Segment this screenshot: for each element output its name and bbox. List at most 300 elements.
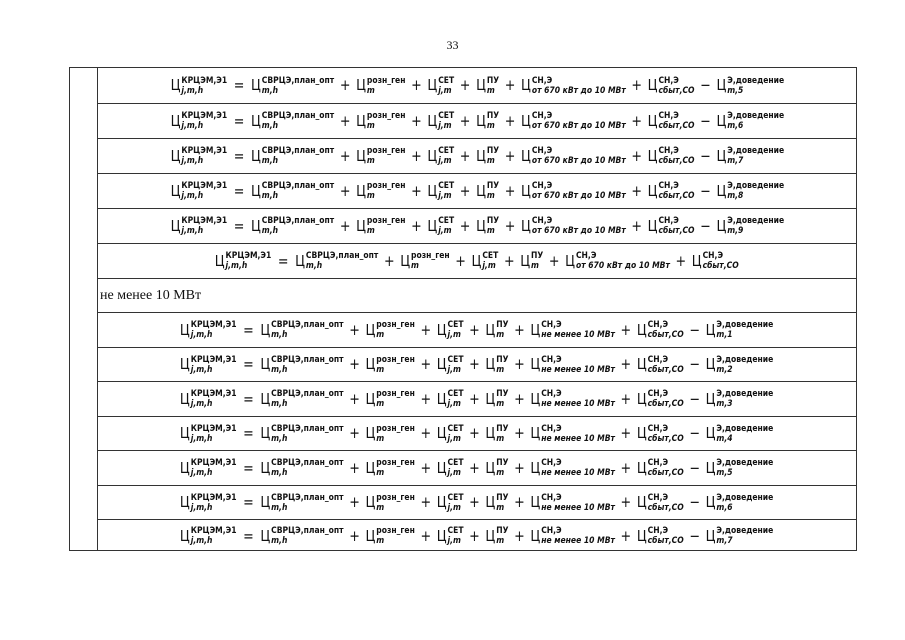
- lhs-term: [170, 181, 227, 201]
- price-letter: Ц: [530, 424, 541, 442]
- plus-operator: +: [631, 216, 642, 235]
- t4-subscript: m: [531, 261, 540, 271]
- price-letter: Ц: [520, 76, 531, 94]
- t7-subscript: m,5: [716, 468, 733, 478]
- t6-term: [637, 389, 684, 409]
- plus-operator: +: [349, 389, 361, 408]
- formula-table: [69, 67, 857, 551]
- price-letter: Ц: [485, 320, 496, 339]
- price-letter: Ц: [485, 458, 496, 477]
- price-letter: Ц: [180, 493, 191, 511]
- plus-operator: +: [469, 458, 481, 477]
- lhs-subscript: j,m,h: [181, 121, 203, 131]
- t3-superscript: СЕТ: [437, 146, 454, 156]
- plus-operator: +: [420, 424, 432, 442]
- lhs-subscript: j,m,h: [225, 261, 248, 271]
- price-letter: Ц: [716, 76, 726, 94]
- price-letter: Ц: [365, 458, 376, 477]
- t3-superscript: СЕТ: [447, 492, 464, 503]
- t4-term: [486, 458, 509, 478]
- t1-term: [251, 216, 334, 236]
- t4-superscript: ПУ: [496, 423, 509, 434]
- formula: [179, 458, 774, 478]
- t2-subscript: m: [376, 468, 385, 478]
- t7-subscript: m,5: [726, 85, 744, 96]
- plus-operator: +: [349, 424, 361, 442]
- plus-operator: +: [410, 76, 422, 94]
- t2-subscript: m: [376, 399, 385, 409]
- price-letter: Ц: [250, 181, 261, 200]
- t1-subscript: m,h: [271, 399, 288, 409]
- t3-superscript: СЕТ: [447, 320, 464, 330]
- t3-subscript: j,m: [447, 468, 462, 478]
- t4-superscript: ПУ: [496, 492, 509, 503]
- lhs-superscript: КРЦЭМ,Э1: [191, 526, 237, 536]
- price-letter: Ц: [647, 111, 658, 130]
- t1-subscript: m,h: [271, 364, 288, 375]
- price-letter: Ц: [365, 526, 376, 545]
- t4-superscript: ПУ: [486, 181, 499, 191]
- plus-operator: +: [339, 146, 351, 165]
- t5-term: [531, 320, 616, 340]
- t6-superscript: СН,Э: [702, 251, 724, 261]
- t5-subscript: от 670 кВт до 10 МВт: [531, 121, 626, 131]
- formula: [169, 216, 784, 236]
- price-letter: Ц: [180, 458, 191, 477]
- price-letter: Ц: [637, 424, 648, 442]
- t7-superscript: Э,доведение: [726, 111, 784, 121]
- price-letter: Ц: [530, 493, 541, 511]
- t1-superscript: СВРЦЭ,план_опт: [261, 146, 334, 156]
- lhs-superscript: КРЦЭМ,Э1: [191, 354, 237, 365]
- t1-superscript: СВРЦЭ,план_опт: [271, 389, 344, 399]
- t5-subscript: не менее 10 МВт: [541, 536, 616, 546]
- price-letter: Ц: [260, 424, 271, 442]
- t6-superscript: СН,Э: [647, 423, 669, 434]
- price-letter: Ц: [485, 355, 496, 373]
- price-letter: Ц: [427, 216, 437, 235]
- price-letter: Ц: [705, 389, 716, 408]
- price-letter: Ц: [637, 526, 648, 545]
- t1-superscript: СВРЦЭ,план_опт: [271, 354, 344, 365]
- plus-operator: +: [349, 320, 361, 339]
- t1-subscript: m,h: [271, 433, 288, 444]
- price-letter: Ц: [180, 320, 191, 339]
- price-letter: Ц: [637, 493, 648, 511]
- t1-superscript: СВРЦЭ,план_опт: [261, 75, 334, 86]
- t7-superscript: Э,доведение: [716, 492, 774, 503]
- t5-term: [521, 181, 626, 201]
- plus-operator: +: [504, 146, 516, 165]
- plus-operator: +: [514, 424, 526, 442]
- t7-term: [706, 320, 774, 340]
- eq-operator: =: [243, 389, 255, 408]
- t1-subscript: m,h: [271, 536, 288, 546]
- t4-term: [486, 424, 509, 444]
- t7-term: [706, 355, 774, 375]
- t2-superscript: розн_ген: [366, 181, 406, 191]
- t5-term: [531, 389, 616, 409]
- t6-superscript: СН,Э: [658, 146, 679, 156]
- price-letter: Ц: [170, 181, 181, 200]
- formula: [169, 111, 784, 131]
- price-letter: Ц: [427, 111, 437, 130]
- lhs-superscript: КРЦЭМ,Э1: [181, 216, 227, 226]
- plus-operator: +: [459, 146, 471, 165]
- t2-term: [366, 320, 415, 340]
- t5-term: [531, 493, 616, 513]
- price-letter: Ц: [355, 76, 366, 94]
- t7-superscript: Э,доведение: [716, 320, 774, 330]
- eq-operator: =: [233, 181, 245, 200]
- minus-operator: −: [689, 458, 701, 477]
- price-letter: Ц: [180, 526, 191, 545]
- t2-subscript: m: [376, 502, 385, 513]
- formula-row: [98, 520, 856, 552]
- t6-subscript: сбыт,СО: [702, 261, 739, 271]
- t4-term: [486, 355, 509, 375]
- price-letter: Ц: [355, 146, 366, 165]
- lhs-superscript: КРЦЭМ,Э1: [181, 111, 227, 121]
- t4-superscript: ПУ: [486, 111, 499, 121]
- price-letter: Ц: [250, 111, 261, 130]
- t6-term: [637, 355, 684, 375]
- plus-operator: +: [420, 458, 432, 477]
- t2-superscript: розн_ген: [366, 146, 406, 156]
- lhs-superscript: КРЦЭМ,Э1: [225, 251, 272, 261]
- t3-superscript: СЕТ: [447, 423, 464, 434]
- eq-operator: =: [243, 424, 255, 442]
- price-letter: Ц: [365, 424, 376, 442]
- t7-superscript: Э,доведение: [726, 75, 784, 86]
- formula: [169, 76, 784, 96]
- t3-term: [427, 181, 454, 201]
- t4-term: [476, 216, 499, 236]
- t2-superscript: розн_ген: [376, 354, 416, 365]
- t3-subscript: j,m: [447, 399, 462, 409]
- price-letter: Ц: [250, 216, 261, 235]
- t1-term: [261, 320, 344, 340]
- lhs-term: [180, 389, 237, 409]
- t4-term: [476, 146, 499, 166]
- t1-subscript: m,h: [261, 156, 278, 166]
- price-letter: Ц: [716, 111, 726, 130]
- t1-superscript: СВРЦЭ,план_опт: [261, 181, 334, 191]
- t4-superscript: ПУ: [496, 354, 509, 365]
- price-letter: Ц: [530, 320, 541, 339]
- price-letter: Ц: [692, 251, 702, 270]
- eq-operator: =: [278, 251, 289, 270]
- formula: [179, 526, 774, 546]
- t6-superscript: СН,Э: [647, 354, 669, 365]
- lhs-subscript: j,m,h: [191, 502, 213, 513]
- price-letter: Ц: [355, 181, 366, 200]
- t4-superscript: ПУ: [496, 526, 509, 536]
- t7-term: [716, 111, 784, 131]
- t3-term: [427, 76, 454, 96]
- t4-subscript: m: [486, 191, 495, 201]
- t3-subscript: j,m: [482, 261, 497, 271]
- lhs-term: [215, 251, 272, 271]
- t4-subscript: m: [486, 121, 495, 131]
- t1-subscript: m,h: [271, 502, 288, 513]
- t4-term: [486, 320, 509, 340]
- price-letter: Ц: [705, 493, 716, 511]
- lhs-subscript: j,m,h: [191, 536, 213, 546]
- t5-subscript: от 670 кВт до 10 МВт: [531, 226, 626, 236]
- t2-term: [366, 458, 415, 478]
- t7-term: [706, 389, 774, 409]
- plus-operator: +: [420, 355, 432, 373]
- price-letter: Ц: [180, 355, 191, 373]
- price-letter: Ц: [485, 389, 496, 408]
- plus-operator: +: [675, 251, 687, 270]
- t2-superscript: розн_ген: [376, 423, 416, 434]
- plus-operator: +: [339, 76, 351, 94]
- t3-term: [437, 355, 464, 375]
- t4-term: [486, 526, 509, 546]
- plus-operator: +: [631, 111, 642, 130]
- lhs-term: [180, 458, 237, 478]
- t4-term: [476, 111, 499, 131]
- price-letter: Ц: [475, 111, 486, 130]
- plus-operator: +: [459, 216, 471, 235]
- plus-operator: +: [339, 111, 351, 130]
- t3-subscript: j,m: [447, 433, 462, 444]
- price-letter: Ц: [355, 111, 366, 130]
- price-letter: Ц: [365, 320, 376, 339]
- t3-term: [437, 493, 464, 513]
- lhs-term: [180, 355, 237, 375]
- t3-superscript: СЕТ: [437, 181, 454, 191]
- price-letter: Ц: [565, 251, 576, 270]
- t3-term: [437, 389, 464, 409]
- price-letter: Ц: [260, 355, 271, 373]
- price-letter: Ц: [637, 320, 648, 339]
- t5-superscript: СН,Э: [541, 423, 563, 434]
- t3-subscript: j,m: [437, 191, 452, 201]
- price-letter: Ц: [400, 251, 411, 270]
- plus-operator: +: [620, 355, 632, 373]
- t2-subscript: m: [411, 261, 420, 271]
- price-letter: Ц: [716, 146, 726, 165]
- formula-row: [98, 209, 856, 244]
- formula-row: [98, 313, 856, 348]
- price-letter: Ц: [637, 458, 648, 477]
- t4-subscript: m: [496, 364, 505, 375]
- plus-operator: +: [514, 458, 526, 477]
- t5-superscript: СН,Э: [531, 75, 552, 86]
- plus-operator: +: [349, 526, 361, 545]
- minus-operator: −: [689, 493, 701, 511]
- t1-term: [251, 76, 334, 96]
- lhs-term: [170, 76, 227, 96]
- t5-term: [531, 458, 616, 478]
- lhs-term: [170, 216, 227, 236]
- t6-subscript: сбыт,СО: [647, 433, 685, 444]
- t2-superscript: розн_ген: [376, 389, 416, 399]
- price-letter: Ц: [365, 389, 376, 408]
- t5-subscript: не менее 10 МВт: [541, 502, 616, 513]
- eq-operator: =: [243, 355, 255, 373]
- t1-superscript: СВРЦЭ,план_опт: [271, 423, 344, 434]
- price-letter: Ц: [260, 526, 271, 545]
- t2-term: [366, 424, 415, 444]
- t2-term: [356, 146, 405, 166]
- price-letter: Ц: [716, 181, 726, 200]
- lhs-subscript: j,m,h: [191, 433, 213, 444]
- t1-superscript: СВРЦЭ,план_опт: [271, 492, 344, 503]
- t4-superscript: ПУ: [486, 146, 499, 156]
- lhs-subscript: j,m,h: [191, 330, 213, 340]
- price-letter: Ц: [647, 146, 658, 165]
- left-column: [70, 68, 98, 550]
- t1-subscript: m,h: [261, 226, 278, 236]
- t7-term: [716, 181, 784, 201]
- plus-operator: +: [549, 251, 560, 270]
- t3-superscript: СЕТ: [447, 354, 464, 365]
- lhs-subscript: j,m,h: [191, 399, 213, 409]
- t7-subscript: m,9: [726, 226, 744, 236]
- plus-operator: +: [514, 355, 526, 373]
- eq-operator: =: [243, 526, 255, 545]
- t6-subscript: сбыт,СО: [647, 330, 685, 340]
- price-letter: Ц: [260, 458, 271, 477]
- t1-term: [261, 424, 344, 444]
- t7-term: [706, 493, 774, 513]
- t5-superscript: СН,Э: [541, 526, 563, 536]
- t5-superscript: СН,Э: [541, 354, 563, 365]
- t5-superscript: СН,Э: [531, 216, 552, 226]
- t4-subscript: m: [496, 468, 505, 478]
- plus-operator: +: [420, 389, 432, 408]
- lhs-subscript: j,m,h: [181, 85, 203, 96]
- t1-subscript: m,h: [261, 85, 278, 96]
- price-letter: Ц: [437, 526, 447, 545]
- t7-term: [706, 424, 774, 444]
- lhs-term: [170, 146, 227, 166]
- price-letter: Ц: [437, 389, 447, 408]
- t6-superscript: СН,Э: [647, 320, 669, 330]
- lhs-superscript: КРЦЭМ,Э1: [191, 458, 237, 468]
- t2-superscript: розн_ген: [366, 75, 406, 86]
- t5-superscript: СН,Э: [541, 458, 563, 468]
- lhs-subscript: j,m,h: [191, 364, 213, 375]
- t4-term: [521, 251, 544, 271]
- plus-operator: +: [620, 493, 632, 511]
- t1-subscript: m,h: [306, 261, 323, 271]
- t3-subscript: j,m: [447, 330, 462, 340]
- t4-term: [486, 493, 509, 513]
- lhs-term: [170, 111, 227, 131]
- price-letter: Ц: [170, 146, 181, 165]
- t6-term: [637, 526, 684, 546]
- plus-operator: +: [469, 526, 481, 545]
- t2-term: [366, 389, 415, 409]
- plus-operator: +: [514, 320, 526, 339]
- price-letter: Ц: [437, 458, 447, 477]
- plus-operator: +: [459, 111, 471, 130]
- t6-term: [647, 76, 694, 96]
- t1-superscript: СВРЦЭ,план_опт: [261, 111, 334, 121]
- t2-subscript: m: [366, 226, 375, 236]
- formula-row: [98, 139, 856, 174]
- lhs-term: [180, 493, 237, 513]
- minus-operator: −: [699, 76, 711, 94]
- price-letter: Ц: [520, 251, 531, 270]
- price-letter: Ц: [705, 355, 716, 373]
- t3-subscript: j,m: [437, 226, 452, 236]
- t5-term: [531, 355, 616, 375]
- t6-superscript: СН,Э: [647, 492, 669, 503]
- t2-subscript: m: [366, 85, 375, 96]
- plus-operator: +: [459, 76, 471, 94]
- t6-superscript: СН,Э: [658, 75, 679, 86]
- t7-subscript: m,8: [726, 191, 744, 201]
- price-letter: Ц: [637, 389, 648, 408]
- t7-superscript: Э,доведение: [716, 423, 774, 434]
- plus-operator: +: [410, 181, 422, 200]
- t6-subscript: сбыт,СО: [658, 85, 695, 96]
- plus-operator: +: [620, 389, 632, 408]
- t3-superscript: СЕТ: [437, 111, 454, 121]
- price-letter: Ц: [475, 76, 486, 94]
- plus-operator: +: [620, 526, 632, 545]
- t2-superscript: розн_ген: [376, 320, 416, 330]
- t5-subscript: не менее 10 МВт: [541, 330, 616, 340]
- t4-subscript: m: [496, 330, 505, 340]
- t2-superscript: розн_ген: [411, 251, 450, 261]
- t7-subscript: m,1: [716, 330, 733, 340]
- price-letter: Ц: [485, 526, 496, 545]
- t1-term: [261, 493, 344, 513]
- price-letter: Ц: [250, 76, 261, 94]
- minus-operator: −: [699, 181, 711, 200]
- t4-term: [476, 76, 499, 96]
- t2-subscript: m: [376, 330, 385, 340]
- formula-row: [98, 451, 856, 486]
- lhs-term: [180, 526, 237, 546]
- t7-superscript: Э,доведение: [726, 181, 784, 191]
- t3-subscript: j,m: [437, 156, 452, 166]
- plus-operator: +: [410, 216, 422, 235]
- t3-superscript: СЕТ: [447, 389, 464, 399]
- t7-superscript: Э,доведение: [716, 526, 774, 536]
- t1-term: [251, 181, 334, 201]
- formula: [179, 355, 774, 375]
- t2-term: [356, 216, 405, 236]
- plus-operator: +: [339, 181, 351, 200]
- t6-subscript: сбыт,СО: [647, 536, 685, 546]
- price-letter: Ц: [180, 389, 191, 408]
- t2-superscript: розн_ген: [376, 526, 416, 536]
- t6-subscript: сбыт,СО: [647, 399, 685, 409]
- t6-subscript: сбыт,СО: [658, 226, 695, 236]
- t5-subscript: от 670 кВт до 10 МВт: [576, 261, 671, 271]
- formula-rows: [98, 68, 856, 550]
- t2-term: [356, 111, 405, 131]
- price-letter: Ц: [705, 526, 716, 545]
- eq-operator: =: [243, 320, 255, 339]
- t6-subscript: сбыт,СО: [647, 468, 685, 478]
- price-letter: Ц: [170, 111, 181, 130]
- t4-subscript: m: [486, 156, 495, 166]
- plus-operator: +: [469, 424, 481, 442]
- t5-subscript: не менее 10 МВт: [541, 468, 616, 478]
- price-letter: Ц: [485, 424, 496, 442]
- t1-superscript: СВРЦЭ,план_опт: [271, 458, 344, 468]
- eq-operator: =: [233, 111, 245, 130]
